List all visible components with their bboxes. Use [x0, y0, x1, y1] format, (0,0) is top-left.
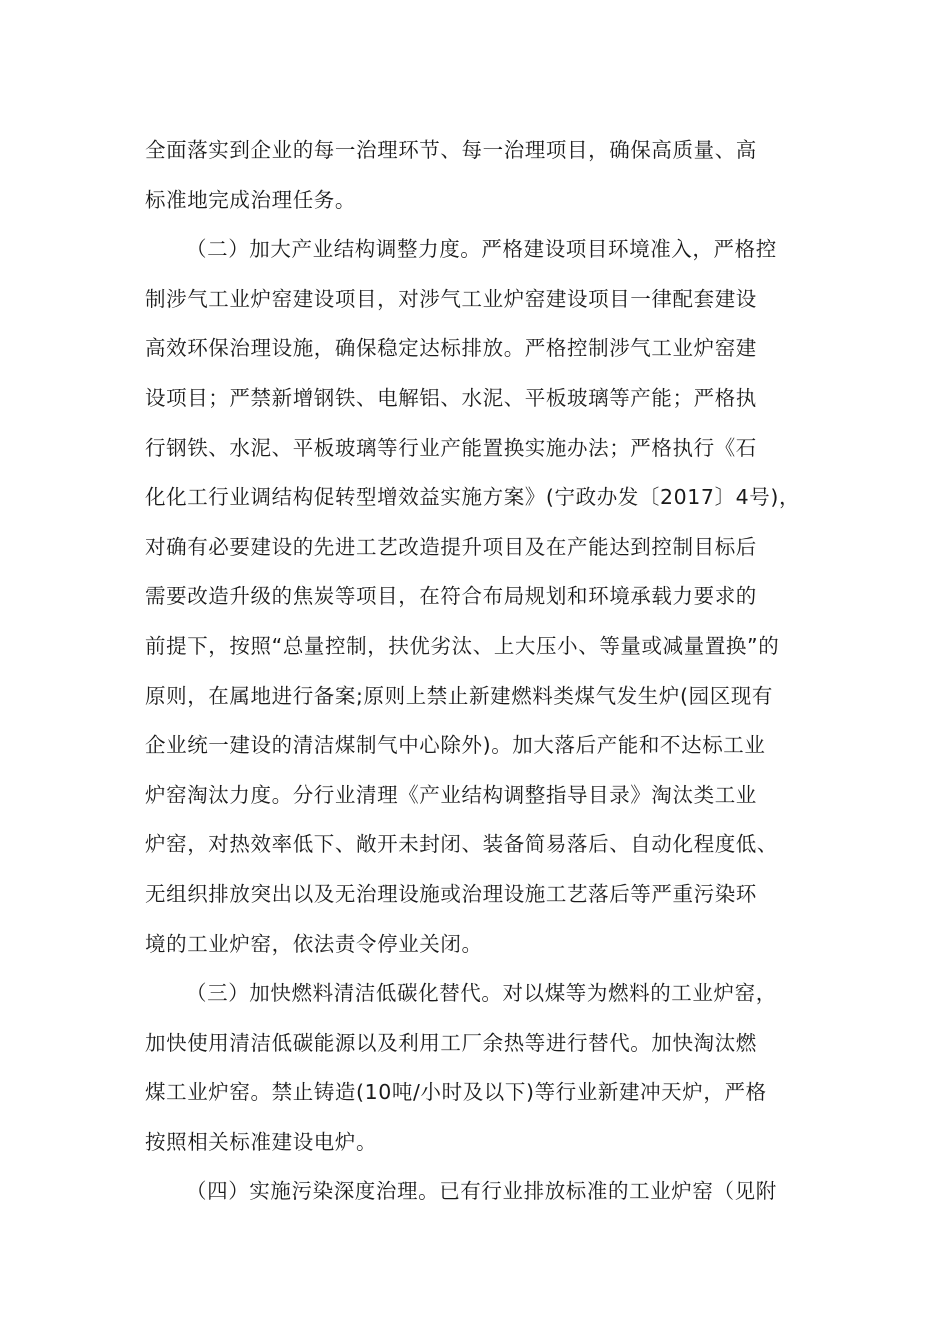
- text-line: 境的工业炉窑，依法责令停业关闭。: [145, 931, 483, 956]
- body-text: [145, 126, 825, 1217]
- text-line: 化化工行业调结构促转型增效益实施方案》(宁政办发〔2017〕4号)，: [145, 485, 801, 510]
- text-line: 对确有必要建设的先进工艺改造提升项目及在产能达到控制目标后: [145, 534, 757, 559]
- text-line: 炉窑，对热效率低下、敞开未封闭、装备简易落后、自动化程度低、: [145, 832, 778, 857]
- section-heading-line: （四）实施污染深度治理。已有行业排放标准的工业炉窑（见附: [186, 1179, 777, 1204]
- text-line: 无组织排放突出以及无治理设施或治理设施工艺落后等严重污染环: [145, 881, 757, 906]
- text-line: 企业统一建设的清洁煤制气中心除外)。加大落后产能和不达标工业: [145, 733, 766, 758]
- text-line: 按照相关标准建设电炉。: [145, 1129, 378, 1154]
- text-line: 煤工业炉窑。禁止铸造(10吨/小时及以下)等行业新建冲天炉，严格: [145, 1080, 767, 1105]
- text-line: 行钢铁、水泥、平板玻璃等行业产能置换实施办法；严格执行《石: [145, 435, 757, 460]
- text-line: 全面落实到企业的每一治理环节、每一治理项目，确保高质量、高: [145, 138, 757, 162]
- text-line: 标准地完成治理任务。: [145, 187, 356, 212]
- text-line: 加快使用清洁低碳能源以及利用工厂余热等进行替代。加快淘汰燃: [145, 1030, 757, 1055]
- section-heading-line: （二）加大产业结构调整力度。严格建设项目环境准入，严格控: [186, 237, 777, 262]
- text-line: 前提下，按照“总量控制，扶优劣汰、上大压小、等量或减量置换”的: [145, 633, 780, 658]
- text-line: 制涉气工业炉窑建设项目，对涉气工业炉窑建设项目一律配套建设: [145, 286, 757, 311]
- text-line: 需要改造升级的焦炭等项目，在符合布局规划和环境承载力要求的: [145, 584, 757, 609]
- text-line: 炉窑淘汰力度。分行业清理《产业结构调整指导目录》淘汰类工业: [145, 782, 757, 807]
- text-line: 设项目；严禁新增钢铁、电解铝、水泥、平板玻璃等产能；严格执: [145, 385, 757, 410]
- section-heading-line: （三）加快燃料清洁低碳化替代。对以煤等为燃料的工业炉窑，: [186, 981, 777, 1006]
- text-line: 高效环保治理设施，确保稳定达标排放。严格控制涉气工业炉窑建: [145, 336, 757, 361]
- text-line: 原则，在属地进行备案;原则上禁止新建燃料类煤气发生炉(园区现有: [145, 683, 774, 708]
